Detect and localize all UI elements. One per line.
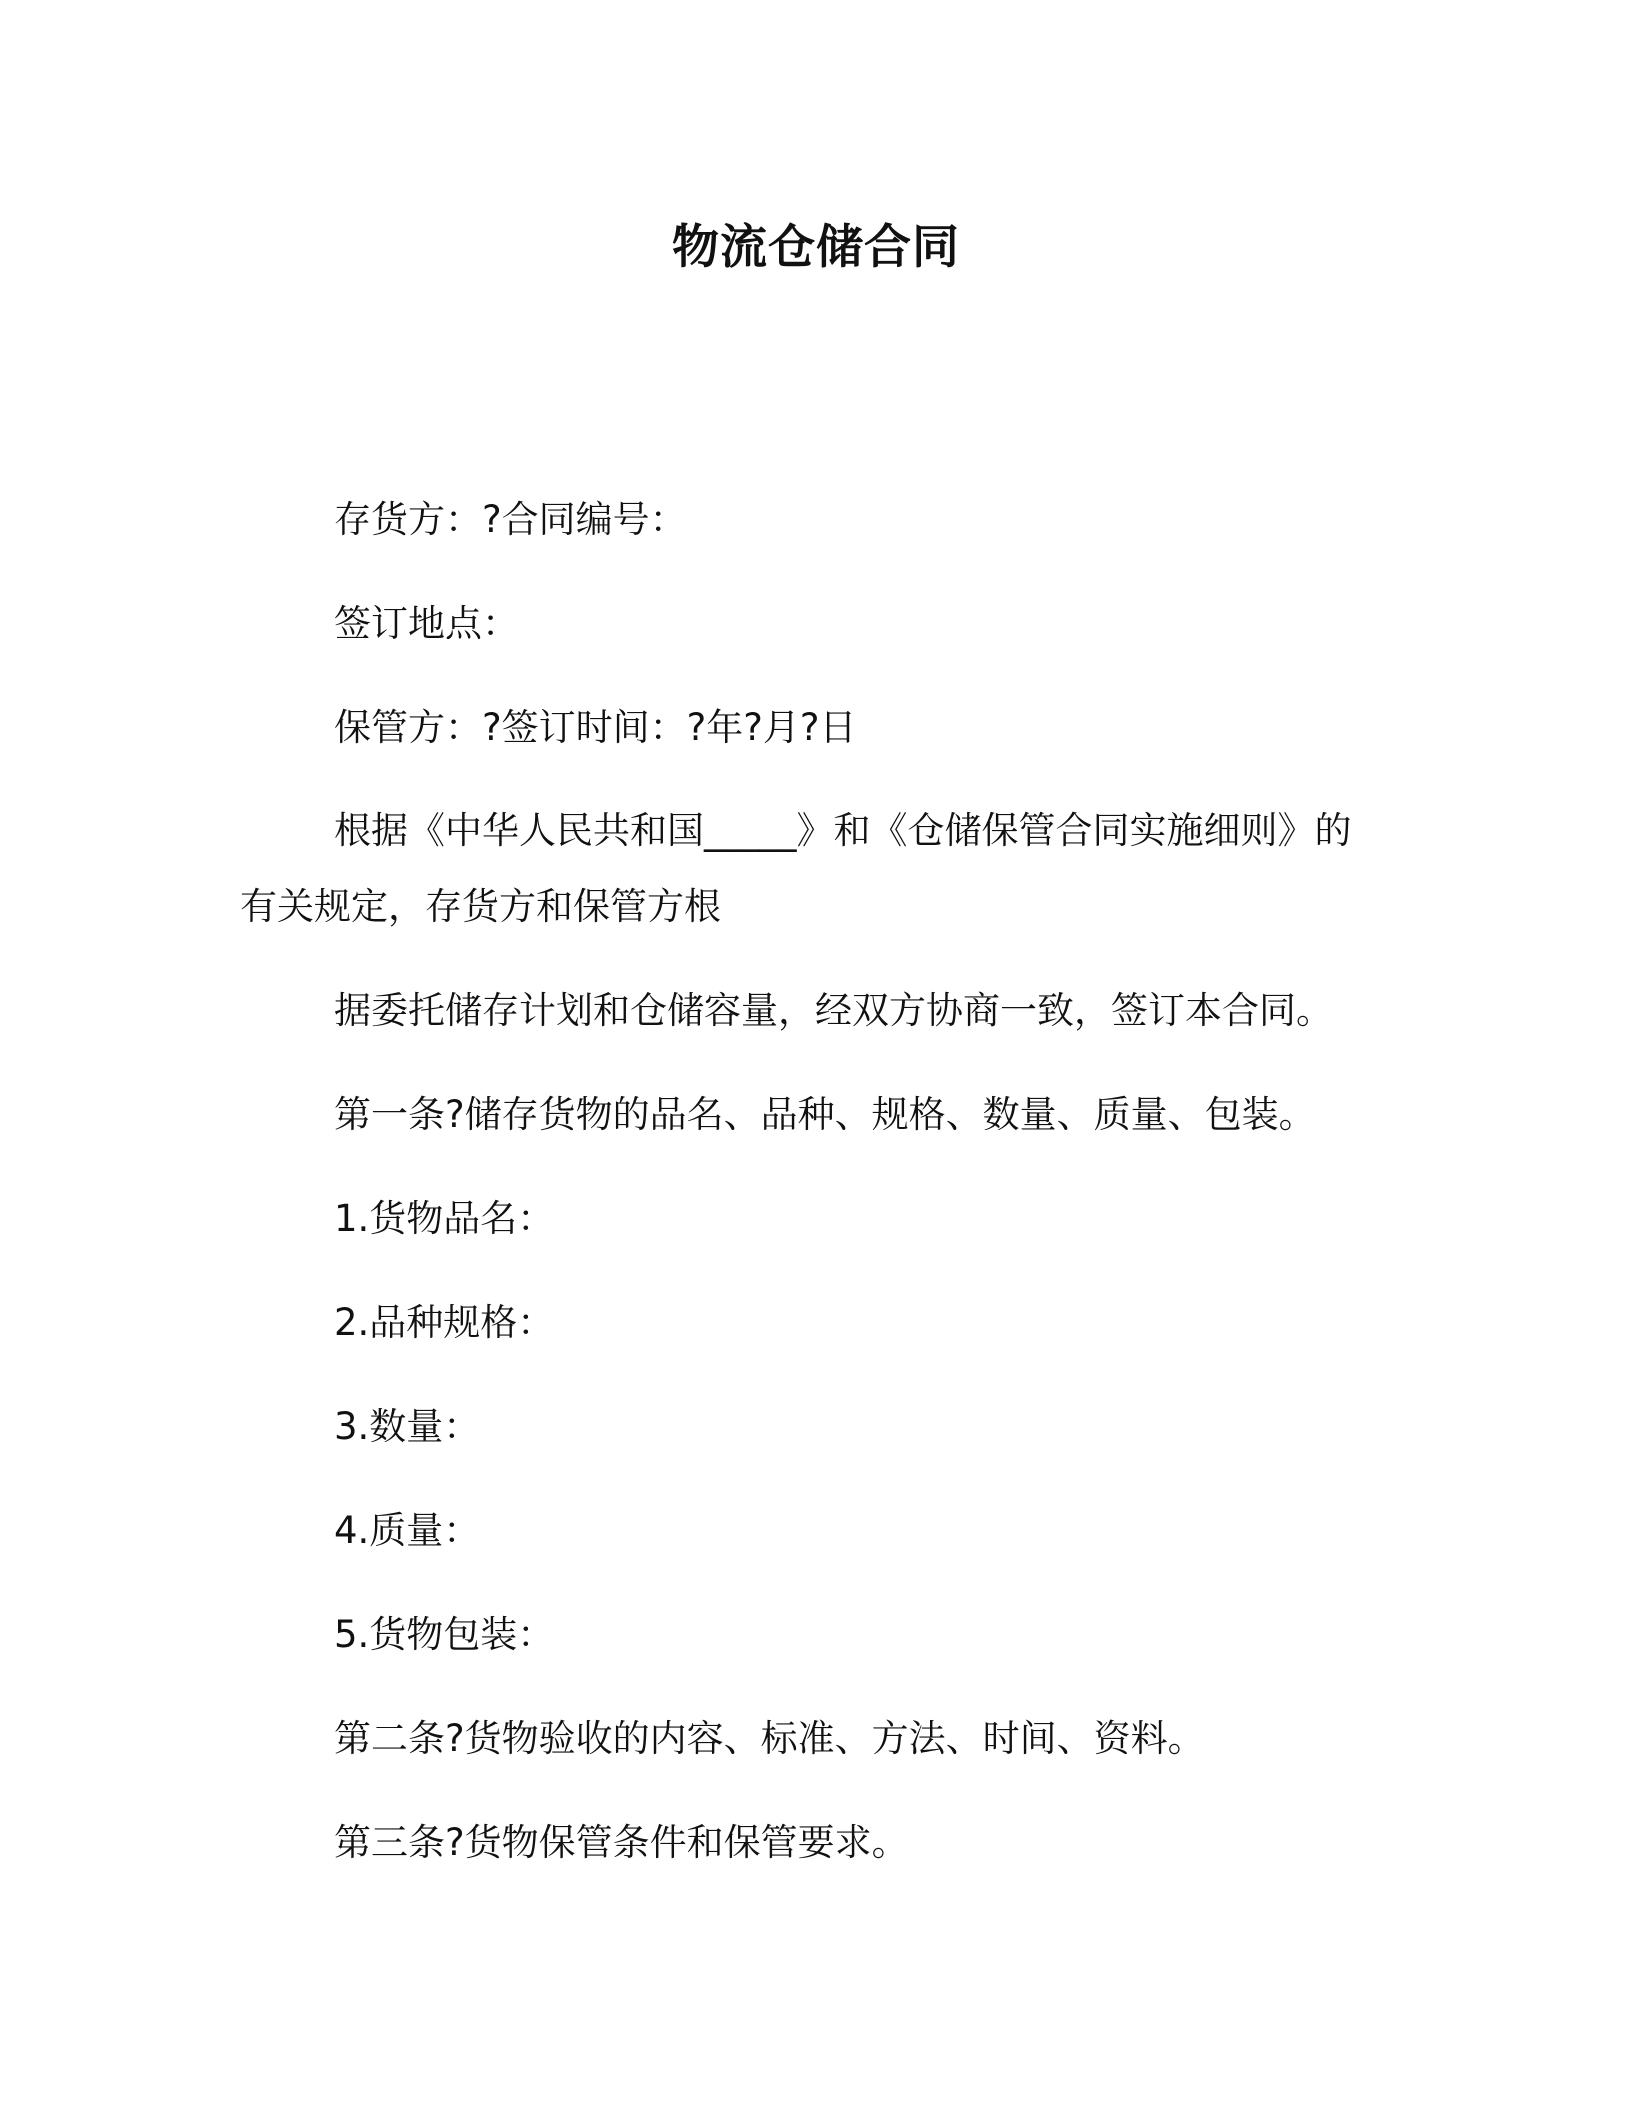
goods-spec-item: 2.品种规格： (334, 1301, 555, 1344)
custodian-signing-date-line: 保管方：?签订时间：?年?月?日 (334, 706, 857, 749)
goods-name-item: 1.货物品名： (334, 1197, 555, 1240)
goods-quantity-item: 3.数量： (334, 1405, 481, 1448)
article-three-heading: 第三条?货物保管条件和保管要求。 (334, 1821, 909, 1864)
article-one-heading: 第一条?储存货物的品名、品种、规格、数量、质量、包装。 (334, 1093, 1316, 1136)
goods-quality-item: 4.质量： (334, 1509, 481, 1552)
depositor-contract-number-line: 存货方：?合同编号： (334, 498, 687, 541)
legal-basis-continuation: 有关规定，存货方和保管方根 (240, 885, 721, 928)
document-title: 物流仓储合同 (672, 220, 960, 275)
article-two-heading: 第二条?货物验收的内容、标准、方法、时间、资料。 (334, 1717, 1205, 1760)
signing-place-line: 签订地点： (334, 602, 519, 645)
agreement-statement-line: 据委托储存计划和仓储容量，经双方协商一致，签订本合同。 (334, 989, 1333, 1032)
goods-packaging-item: 5.货物包装： (334, 1613, 555, 1656)
legal-basis-line: 根据《中华人民共和国_____》和《仓储保管合同实施细则》的 (334, 809, 1352, 852)
